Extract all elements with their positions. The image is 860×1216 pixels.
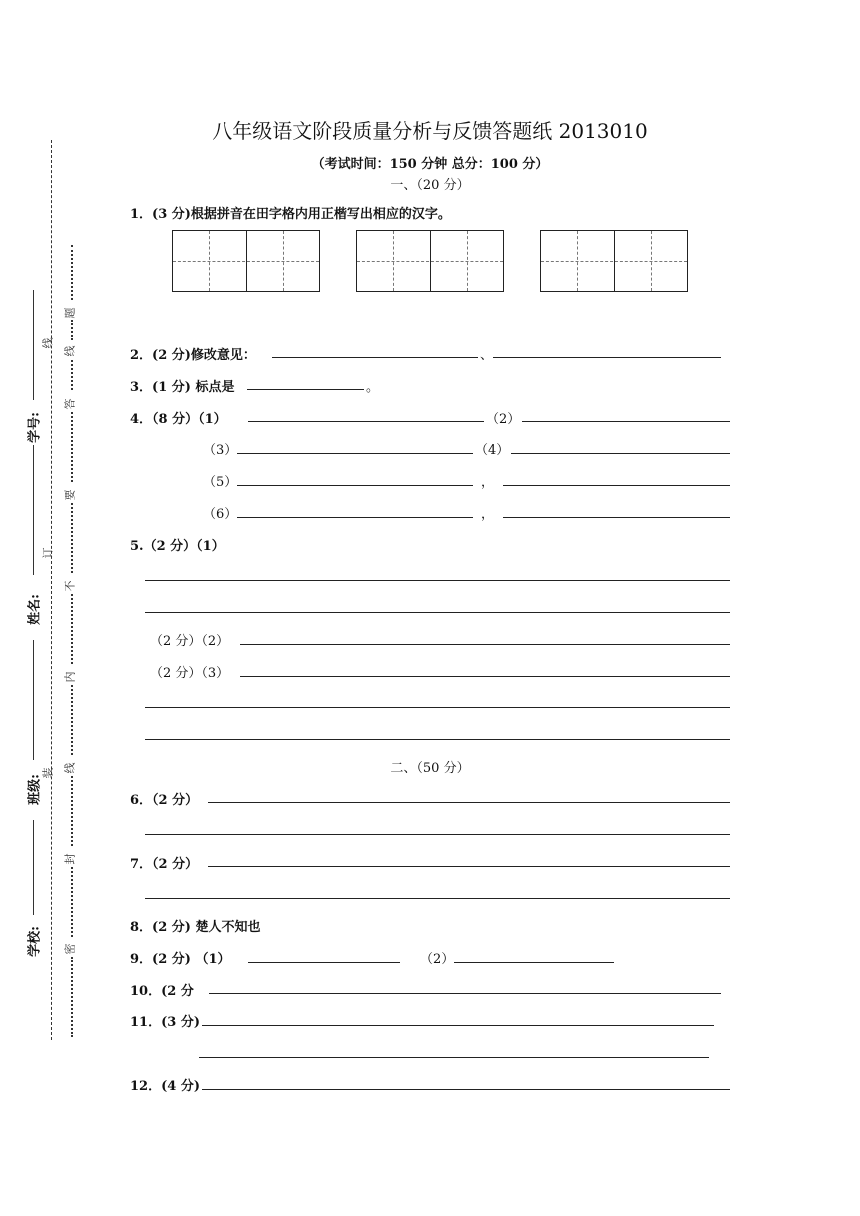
answer-line-q9-2[interactable]	[454, 962, 614, 963]
answer-line-q7b[interactable]	[145, 898, 730, 899]
binding-dotted-line	[71, 776, 73, 846]
q9-sub-2: （2）	[420, 952, 455, 967]
label-class: 班级:	[27, 774, 43, 805]
period: 。	[366, 380, 380, 395]
q5-sub-2: （2 分）（2）	[150, 634, 230, 649]
question-12-label: 12．(4 分)	[130, 1079, 200, 1094]
label-school: 学校:	[27, 926, 43, 957]
answer-line-q3[interactable]	[247, 389, 364, 390]
binding-char: 内	[63, 671, 77, 683]
student-number-blank[interactable]	[33, 290, 34, 400]
q4-sub-5: （5）	[203, 475, 238, 490]
answer-line-q4-6a[interactable]	[237, 517, 473, 518]
binding-char: 装	[41, 767, 55, 779]
binding-dotted-line	[71, 320, 73, 340]
question-1: 1．(3 分)根据拼音在田字格内用正楷写出相应的汉字。	[130, 207, 451, 222]
answer-line-q2-a[interactable]	[272, 357, 478, 358]
binding-dotted-line	[71, 957, 73, 1037]
answer-line-q4-5b[interactable]	[503, 485, 730, 486]
binding-char: 线	[41, 337, 55, 349]
binding-dotted-line	[71, 412, 73, 482]
answer-line-q5-3b[interactable]	[145, 707, 730, 708]
binding-char: 订	[41, 547, 55, 559]
question-8-label: 8．(2 分) 楚人不知也	[130, 920, 261, 935]
question-4-label: 4．（8 分）（1）	[130, 412, 227, 427]
comma: ，	[481, 475, 495, 490]
section-one-heading: 一、（20 分）	[390, 178, 470, 193]
q4-sub-6: （6）	[203, 507, 238, 522]
binding-char: 要	[63, 489, 77, 501]
label-name: 姓名:	[27, 594, 43, 625]
answer-line-q4-2[interactable]	[522, 421, 730, 422]
question-2-label: 2．(2 分)修改意见：	[130, 348, 256, 363]
binding-char: 线	[63, 345, 77, 357]
answer-line-q9-1[interactable]	[248, 962, 400, 963]
question-6-label: 6．（2 分）	[130, 793, 199, 808]
comma: ，	[481, 507, 495, 522]
question-11-label: 11．(3 分)	[130, 1015, 200, 1030]
answer-line-q10[interactable]	[209, 993, 721, 994]
tianzi-grid[interactable]	[540, 230, 688, 292]
binding-dotted-line	[71, 360, 73, 390]
student-number-blank-2[interactable]	[33, 445, 34, 575]
answer-line-q7a[interactable]	[208, 866, 730, 867]
answer-line-q11a[interactable]	[202, 1025, 714, 1026]
separator: 、	[480, 348, 494, 363]
answer-line-q6a[interactable]	[208, 802, 730, 803]
binding-char: 不	[63, 580, 77, 592]
section-two-heading: 二、（50 分）	[390, 761, 470, 776]
question-7-label: 7．（2 分）	[130, 857, 199, 872]
q4-sub-2: （2）	[486, 412, 521, 427]
answer-line-q2-b[interactable]	[493, 357, 721, 358]
binding-dotted-line	[71, 503, 73, 573]
tianzi-grid[interactable]	[172, 230, 320, 292]
binding-dotted-line	[71, 685, 73, 755]
binding-char: 封	[63, 853, 77, 865]
binding-char: 答	[63, 398, 77, 410]
answer-line-q6b[interactable]	[145, 834, 730, 835]
q4-sub-3: （3）	[203, 443, 238, 458]
binding-char: 题	[63, 307, 77, 319]
answer-line-q4-5a[interactable]	[237, 485, 473, 486]
label-student-number: 学号:	[27, 412, 43, 443]
binding-char: 密	[63, 943, 77, 955]
question-10-label: 10．(2 分	[130, 984, 194, 999]
question-9-label: 9．(2 分) （1）	[130, 952, 231, 967]
binding-dotted-line	[71, 245, 73, 300]
binding-cut-line	[51, 140, 52, 1040]
answer-line-q12[interactable]	[202, 1089, 730, 1090]
binding-dotted-line	[71, 867, 73, 937]
exam-info: （考试时间：150 分钟 总分：100 分）	[311, 157, 549, 172]
answer-line-q5-1b[interactable]	[145, 612, 730, 613]
answer-line-q4-6b[interactable]	[503, 517, 730, 518]
binding-dotted-line	[71, 594, 73, 664]
answer-line-q5-3a[interactable]	[240, 676, 730, 677]
class-blank[interactable]	[33, 820, 34, 915]
answer-line-q4-3[interactable]	[237, 453, 473, 454]
answer-line-q5-2[interactable]	[240, 644, 730, 645]
name-blank[interactable]	[33, 640, 34, 760]
question-3-label: 3．(1 分) 标点是	[130, 380, 235, 395]
answer-line-q5-1a[interactable]	[145, 580, 730, 581]
binding-char: 线	[63, 762, 77, 774]
page-title: 八年级语文阶段质量分析与反馈答题纸 2013010	[212, 119, 648, 143]
answer-line-q4-1[interactable]	[248, 421, 484, 422]
tianzi-grid[interactable]	[356, 230, 504, 292]
answer-line-q4-4[interactable]	[511, 453, 730, 454]
q4-sub-4: （4）	[475, 443, 510, 458]
answer-line-q11b[interactable]	[199, 1057, 709, 1058]
q5-sub-3: （2 分）（3）	[150, 666, 230, 681]
question-5-label: 5.（2 分）（1）	[130, 539, 225, 554]
answer-line-q5-3c[interactable]	[145, 739, 730, 740]
